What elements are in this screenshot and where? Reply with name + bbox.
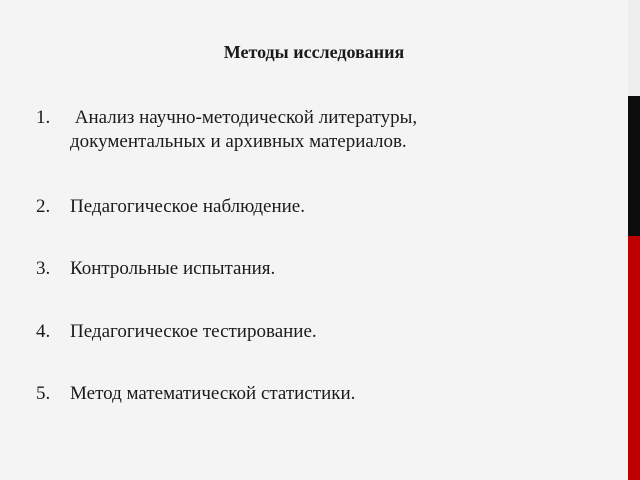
list-item-text: Метод математической статистики. (70, 383, 356, 404)
side-bar-black-segment (628, 96, 640, 236)
side-accent-bar (628, 0, 640, 480)
slide-title: Методы исследования (223, 42, 405, 62)
list-item-text: Контрольные испытания. (70, 258, 276, 279)
list-item-text: Анализ научно-методической литературы, документальных и архивных материалов. (70, 107, 422, 152)
list-item-number: 2. (36, 196, 51, 217)
side-bar-red-segment (628, 236, 640, 480)
list-item-text: Педагогическое наблюдение. (70, 196, 305, 217)
list-item-text: Педагогическое тестирование. (70, 321, 317, 342)
list-item-number: 4. (36, 321, 51, 342)
list-item-number: 5. (36, 383, 51, 404)
list-item-number: 3. (36, 258, 51, 279)
side-bar-light-segment (628, 0, 640, 96)
list-item-number: 1. (36, 107, 51, 128)
